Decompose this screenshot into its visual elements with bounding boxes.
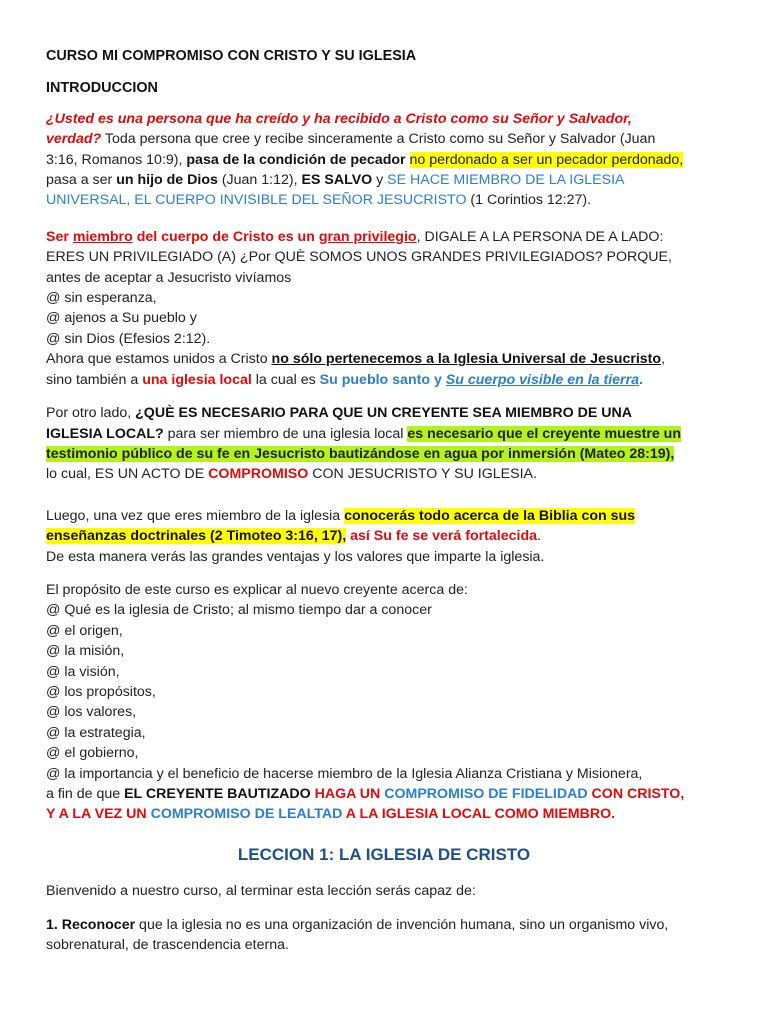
purpose-item: @ los propósitos, — [46, 683, 156, 700]
intro-ref-3: (1 Corintios 12:27). — [466, 192, 592, 209]
purpose-make: HAGA UN — [310, 786, 385, 802]
privilege-text: , DIGALE A LA PERSONA DE A LADO: — [416, 228, 664, 245]
purpose-item: @ la importancia y el beneficio de hacerse miembro de la Iglesia Alianza Cristiana y Misionera, — [46, 765, 643, 782]
requirement-commitment: COMPROMISO — [208, 466, 309, 483]
intro-bold-3: ES SALVO — [301, 172, 373, 189]
purpose-fidelity: COMPROMISO DE FIDELIDAD — [384, 786, 588, 802]
objective-text-2: sobrenatural, de trascendencia eterna. — [46, 937, 289, 954]
purpose-with-christ: CON CRISTO, — [587, 786, 685, 802]
intro-question-end: verdad? — [46, 131, 102, 148]
intro-text: Toda persona que cree y recibe sinceramente a Cristo como su Señor y Salvador (Juan — [101, 131, 656, 148]
privilege-period: . — [638, 371, 643, 388]
lesson-welcome: Bienvenido a nuestro curso, al terminar esta lección serás capaz de: — [46, 883, 476, 900]
lesson-objective-1 — [46, 915, 768, 956]
privilege-line-3: antes de aceptar a Jesucristo vivíamos — [46, 269, 292, 286]
knowledge-faith: así Su fe se verá fortalecida — [350, 528, 538, 545]
purpose-intro: El propósito de este curso es explicar al nuevo creyente acerca de: — [46, 581, 468, 598]
intro-space — [406, 152, 410, 168]
intro-and: y — [372, 172, 388, 189]
purpose-final-1: a fin de que — [46, 786, 125, 802]
purpose-item: @ la misión, — [46, 643, 125, 660]
intro-bold-2: un hijo de Dios — [116, 172, 218, 189]
privilege-visible-body: Su cuerpo visible en la tierra — [445, 371, 639, 388]
intro-blue-1: SE HACE MIEMBRO DE LA IGLESIA — [387, 172, 625, 189]
privilege-bullet-1: @ sin esperanza, — [46, 290, 157, 307]
requirement-text-3: lo cual, ES UN ACTO DE — [46, 466, 209, 483]
knowledge-text-1: Luego, una vez que eres miembro de la iglesia — [46, 507, 345, 524]
document-title: CURSO MI COMPROMISO CON CRISTO Y SU IGLESIA — [46, 48, 417, 64]
requirement-text-1: Por otro lado, — [46, 405, 136, 422]
privilege-member: miembro — [72, 228, 133, 245]
privilege-bullet-3: @ sin Dios (Efesios 2:12). — [46, 330, 211, 347]
privilege-holy-people: Su pueblo santo — [319, 371, 431, 388]
intro-ref: 3:16, Romanos 10:9), — [46, 151, 187, 168]
intro-heading: INTRODUCCION — [46, 80, 158, 97]
purpose-item: @ los valores, — [46, 704, 137, 721]
intro-question: ¿Usted es una persona que ha creído y ha recibido a Cristo como su Señor y Salvador, — [46, 110, 632, 127]
purpose-loyalty: COMPROMISO DE LEALTAD — [150, 806, 343, 823]
privilege-and: y — [430, 371, 446, 388]
requirement-text-4: CON JESUCRISTO Y SU IGLESIA. — [308, 466, 537, 483]
intro-text-2: pasa a ser — [46, 172, 117, 189]
privilege-universal: no sólo pertenecemos a la Iglesia Universal de Jesucristo — [271, 351, 662, 368]
purpose-item: @ Qué es la iglesia de Cristo; al mismo tiempo dar a conocer — [46, 602, 432, 619]
knowledge-paragraph — [46, 506, 768, 567]
purpose-item: @ la visión, — [46, 663, 120, 680]
privilege-red-1: Ser — [46, 228, 73, 245]
requirement-text-2: para ser miembro de una iglesia local — [163, 425, 408, 442]
privilege-red-2: del cuerpo de Cristo es un — [132, 228, 319, 245]
objective-number: 1. Reconocer — [46, 916, 136, 933]
privilege-line-8c: la cual es — [251, 371, 320, 388]
privilege-local-church: una iglesia local — [142, 371, 252, 388]
knowledge-highlight-2: enseñanzas doctrinales (2 Timoteo 3:16, 17), — [46, 528, 347, 545]
purpose-member: A LA IGLESIA LOCAL COMO MIEMBRO. — [342, 806, 616, 823]
privilege-paragraph — [46, 227, 768, 390]
intro-ref-2: (Juan 1:12), — [217, 172, 302, 189]
intro-bold-1: pasa de la condición de pecador — [186, 151, 406, 168]
knowledge-period: . — [537, 528, 541, 545]
purpose-paragraph — [46, 580, 768, 825]
privilege-line-8a: sino también a — [46, 371, 143, 388]
requirement-highlight-2: testimonio público de su fe en Jesucristo bautizándose en agua por inmersión (Mateo 28:19), — [46, 445, 675, 462]
requirement-question-1: ¿QUÈ ES NECESARIO PARA QUE UN CREYENTE SEA MIEMBRO DE UNA — [135, 405, 632, 422]
privilege-line-7a: Ahora que estamos unidos a Cristo — [46, 351, 272, 368]
intro-blue-2: UNIVERSAL, EL CUERPO INVISIBLE DEL SEÑOR JESUCRISTO — [46, 192, 467, 209]
lesson-title: LECCION 1: LA IGLESIA DE CRISTO — [237, 844, 531, 864]
purpose-item: @ el origen, — [46, 622, 123, 639]
privilege-line-2: ERES UN PRIVILEGIADO (A) ¿Por QUÈ SOMOS UNOS GRANDES PRIVILEGIADOS? PORQUE, — [46, 249, 672, 266]
purpose-also: Y A LA VEZ UN — [46, 806, 151, 823]
purpose-baptized: EL CREYENTE BAUTIZADO — [124, 786, 311, 802]
privilege-comma: , — [661, 351, 666, 368]
requirement-paragraph — [46, 403, 768, 485]
intro-paragraph — [46, 109, 768, 211]
requirement-question-2: IGLESIA LOCAL? — [46, 425, 164, 442]
knowledge-highlight-1: conocerás todo acerca de la Biblia con sus — [344, 507, 636, 524]
privilege-bullet-2: @ ajenos a Su pueblo y — [46, 310, 197, 327]
purpose-item: @ el gobierno, — [46, 745, 139, 762]
requirement-highlight-1: es necesario que el creyente muestre un — [407, 425, 682, 442]
intro-highlight: no perdonado a ser un pecador perdonado, — [409, 151, 684, 168]
objective-text: que la iglesia no es una organización de invención humana, sino un organismo vivo, — [135, 916, 669, 933]
knowledge-line-3: De esta manera verás las grandes ventajas y los valores que imparte la iglesia. — [46, 548, 545, 565]
purpose-item: @ la estrategia, — [46, 724, 146, 741]
privilege-great: gran privilegio — [318, 228, 417, 245]
